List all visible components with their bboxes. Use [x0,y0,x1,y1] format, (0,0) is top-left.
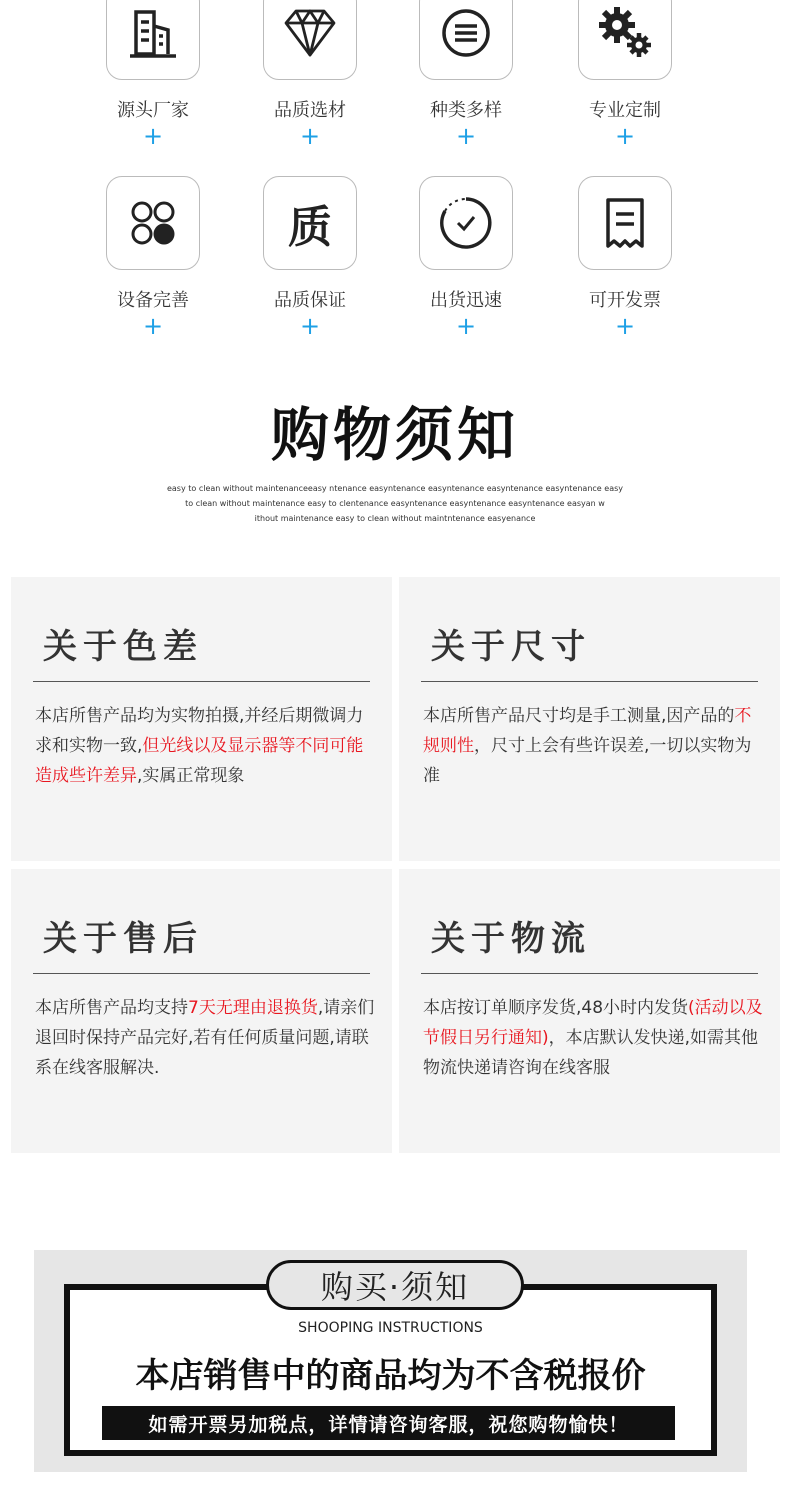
plus-icon: + [299,312,321,340]
feature-invoice [540,176,710,338]
text-normal: 本店所售产品均为实物拍摄,并经后期微调力求和实物一致, [35,706,364,756]
feature-icon-box [106,0,200,80]
receipt-icon [596,194,654,252]
banner-note-text: 如需开票另加税点，详情请咨询客服，祝您购物愉快！ [148,1413,629,1436]
card-text [35,701,376,791]
feature-equipment [68,176,238,338]
text-highlight: 不规则性 [423,706,752,756]
feature-icon-box [578,0,672,80]
feature-icon-box [419,0,513,80]
banner-main-text: 本店销售中的商品均为不含税报价 [135,1356,646,1396]
feature-icon-box [106,176,200,270]
text-normal: 本店所售产品均支持 [35,998,188,1018]
feature-icon-box [578,176,672,270]
subtitle-line: easy to clean without maintenanceeasy ntenance easyntenance easyntenance easyntenance easyntenance easy [166,484,623,493]
divider [421,973,758,974]
text-normal: ,请亲们退回时保持产品完好,若有任何质量问题,请联系在线客服解决. [35,998,375,1078]
feature-label: 设备完善 [117,290,189,311]
card-heading: 关于色差 [43,627,203,667]
text-normal: 本店所售产品尺寸均是手工测量,因产品的 [423,706,735,726]
card-heading: 关于物流 [431,919,591,959]
subtitle-line: ithout maintenance easy to clean without maintntenance easyenance [254,514,536,523]
plus-icon: + [142,122,164,150]
feature-label: 种类多样 [430,100,502,121]
divider [33,681,370,682]
feature-icon-box [263,0,357,80]
plus-icon: + [455,122,477,150]
feature-material [225,0,395,148]
diamond-icon [280,3,340,63]
feature-label: 专业定制 [589,100,661,121]
card-text [423,701,764,791]
feature-label: 出货迅速 [430,290,502,311]
circles-icon [124,194,182,252]
plus-icon: + [614,312,636,340]
check-clock-icon [436,193,496,253]
text-highlight: 但光线以及显示器等不同可能造成些许差异 [35,736,364,786]
banner-tag-text: 购买·须知 [320,1268,470,1306]
quality-char-icon: 质 [288,202,332,253]
plus-icon: + [299,122,321,150]
banner-tag-en: SHOOPING INSTRUCTIONS [298,1320,483,1336]
text-highlight: (活动以及节假日另行通知) [423,998,763,1048]
plus-icon: + [614,122,636,150]
feature-variety [381,0,551,148]
card-size [399,577,780,861]
card-color-difference [11,577,392,861]
card-heading: 关于售后 [43,919,203,959]
subtitle-line: to clean without maintenance easy to clentenance easyntenance easyntenance easyntenance easyan w [185,499,605,508]
text-normal: ,实属正常现象 [137,766,245,786]
plus-icon: + [455,312,477,340]
feature-icon-box [263,176,357,270]
list-icon [437,4,495,62]
feature-quality [225,176,395,338]
divider [421,681,758,682]
feature-label: 品质选材 [274,100,346,121]
card-text [423,993,764,1083]
text-normal: ，尺寸上会有些许误差,一切以实物为准 [423,736,752,786]
feature-label: 源头厂家 [117,100,189,121]
text-normal: 本店按订单顺序发货,48小时内发货 [423,998,689,1018]
building-icon [124,4,182,62]
feature-icon-box [419,176,513,270]
feature-label: 品质保证 [274,290,346,311]
feature-shipping [381,176,551,338]
card-text [35,993,376,1083]
text-normal: ，本店默认发快递,如需其他物流快递请咨询在线客服 [423,1028,759,1078]
card-heading: 关于尺寸 [431,627,591,667]
divider [33,973,370,974]
feature-custom [540,0,710,148]
text-highlight: 7天无理由退换货 [188,998,318,1018]
section-title: 购物须知 [270,401,519,469]
banner-note [102,1406,675,1440]
feature-factory [68,0,238,148]
feature-label: 可开发票 [589,290,661,311]
purchase-notice-banner [34,1250,747,1472]
card-logistics [399,869,780,1153]
plus-icon: + [142,312,164,340]
gears-icon [593,1,657,65]
card-after-sales [11,869,392,1153]
banner-tag [266,1260,524,1310]
